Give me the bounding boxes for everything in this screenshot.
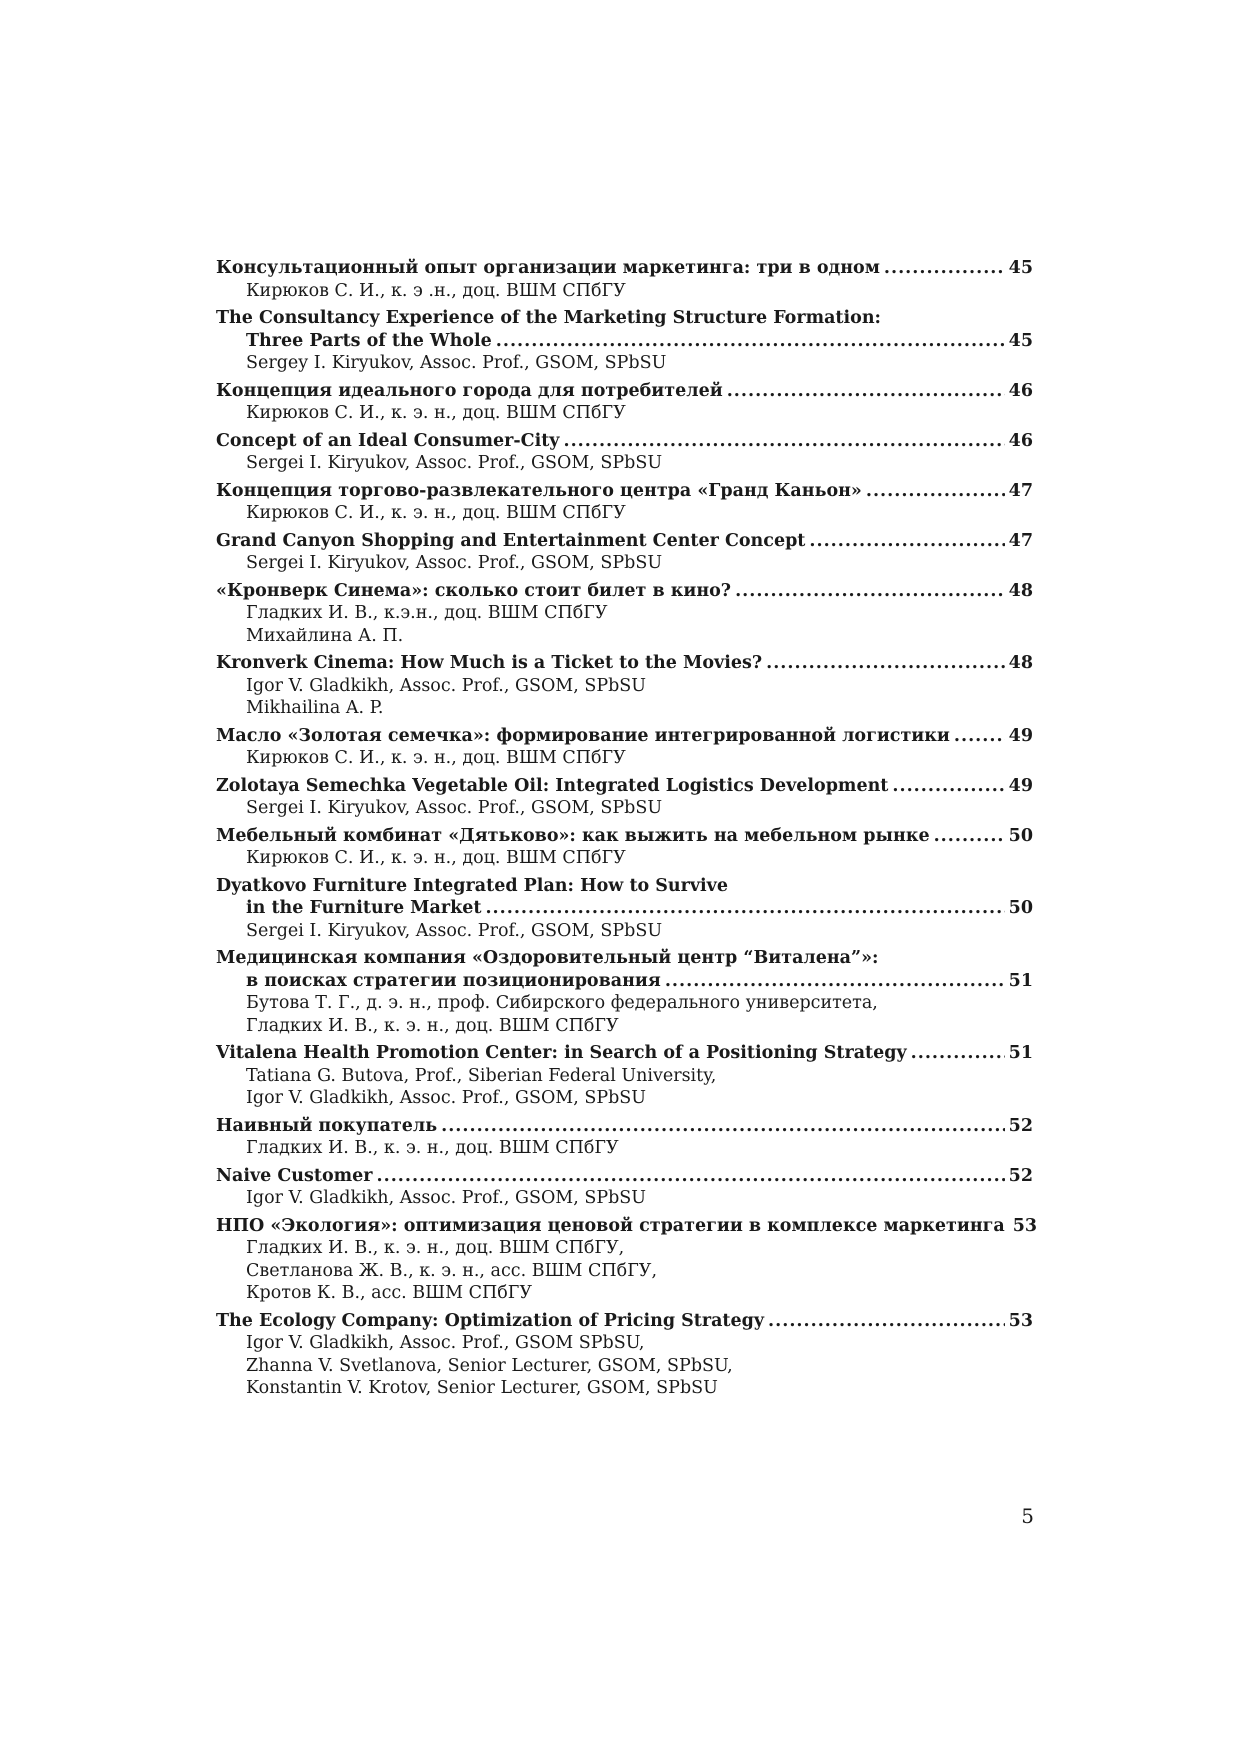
- toc-entry-author: Михайлина А. П.: [246, 625, 404, 646]
- dot-leader: [884, 257, 1005, 280]
- toc-entry-title: Консультационный опыт организации маркетинга: три в одном: [216, 258, 880, 278]
- toc-entry-author: Светланова Ж. В., к. э. н., асс. ВШМ СПбГУ,: [246, 1260, 658, 1281]
- toc-entry-page: 49: [1008, 775, 1033, 796]
- toc-entry-page: 50: [1008, 898, 1033, 918]
- toc-entry-title-line: [216, 330, 1033, 353]
- toc-entry-title: Наивный покупатель: [216, 1115, 438, 1136]
- dot-leader: [665, 970, 1005, 993]
- toc-entry: [216, 1165, 1033, 1210]
- page-number: 5: [1021, 1504, 1034, 1528]
- toc-entry-author: Кирюков С. И., к. э. н., доц. ВШМ СПбГУ: [246, 748, 626, 768]
- toc-entry-title-line: [216, 480, 1033, 503]
- toc-entry-title: Zolotaya Semechka Vegetable Oil: Integrated Logistics Development: [216, 775, 889, 796]
- dot-leader: [768, 1310, 1005, 1333]
- toc-entry-title: Dyatkovo Furniture Integrated Plan: How to Survive: [216, 875, 728, 896]
- toc-entry: [216, 947, 1033, 1037]
- toc-entry-author: Sergei I. Kiryukov, Assoc. Prof., GSOM, SPbSU: [246, 920, 663, 941]
- toc-entry: [216, 307, 1033, 375]
- toc-entry-title-line: [216, 1310, 1033, 1333]
- toc-entry: [216, 652, 1033, 720]
- toc-entry: [216, 480, 1033, 525]
- toc-entry-page: 45: [1008, 330, 1033, 351]
- toc-entry-author: Zhanna V. Svetlanova, Senior Lecturer, GSOM, SPbSU,: [246, 1355, 733, 1376]
- toc-entry-title: Three Parts of the Whole: [246, 330, 492, 351]
- toc-entry-title: The Consultancy Experience of the Marketing Structure Formation:: [216, 308, 882, 328]
- toc-entry-author: Igor V. Gladkikh, Assoc. Prof., GSOM, SPbSU: [246, 1088, 647, 1108]
- dot-leader: [954, 725, 1005, 748]
- toc-entry-page: 45: [1008, 258, 1033, 278]
- dot-leader: [911, 1042, 1005, 1065]
- toc-entry-title: Масло «Золотая семечка»: формирование интегрированной логистики: [216, 725, 950, 746]
- toc-entry-page: 47: [1008, 480, 1033, 501]
- toc-entry-title: Kronverk Cinema: How Much is a Ticket to the Movies?: [216, 653, 763, 673]
- toc-entry: [216, 1215, 1038, 1305]
- toc-entry-author: Sergei I. Kiryukov, Assoc. Prof., GSOM, SPbSU: [246, 798, 663, 818]
- toc-entry-page: 46: [1008, 380, 1033, 401]
- toc-entry-title-line: [216, 380, 1033, 403]
- toc-entry: [216, 530, 1033, 575]
- toc-entry-title: The Ecology Company: Optimization of Pricing Strategy: [216, 1310, 765, 1331]
- dot-leader: [866, 480, 1005, 503]
- toc-entry-author: Konstantin V. Krotov, Senior Lecturer, GSOM, SPbSU: [246, 1378, 718, 1398]
- toc-entry-page: 48: [1008, 580, 1033, 601]
- toc-entry-title-line: [216, 1042, 1033, 1065]
- toc-entry-author: Гладких И. В., к.э.н., доц. ВШМ СПбГУ: [246, 603, 608, 623]
- toc-entry: [216, 875, 1033, 943]
- toc-entry-page: 49: [1008, 725, 1033, 746]
- toc-entry-title: Grand Canyon Shopping and Entertainment Center Concept: [216, 530, 806, 551]
- toc-entry-title: Concept of an Ideal Consumer-City: [216, 430, 560, 451]
- toc-entry-author: Кирюков С. И., к. э. н., доц. ВШМ СПбГУ: [246, 503, 626, 523]
- dot-leader: [766, 652, 1005, 675]
- toc-entry-title-line: [216, 652, 1033, 675]
- toc-entry-author: Mikhailina A. P.: [246, 698, 384, 718]
- toc-entry: [216, 1310, 1033, 1400]
- toc-entry: [216, 775, 1033, 820]
- toc-entry-title-line: [216, 970, 1033, 993]
- toc-entry-title: in the Furniture Market: [246, 898, 482, 918]
- dot-leader: [727, 380, 1005, 403]
- toc-entry-title: Концепция торгово-развлекательного центра «Гранд Каньон»: [216, 480, 862, 501]
- toc-entry-title-line: [216, 430, 1033, 453]
- dot-leader: [934, 825, 1005, 848]
- toc-entry-title-line: [216, 1115, 1033, 1138]
- dot-leader: [563, 430, 1004, 453]
- toc-entry-title-line: [216, 1215, 1038, 1238]
- toc-entry-title: Медицинская компания «Оздоровительный центр “Виталена”»:: [216, 948, 879, 968]
- dot-leader: [441, 1115, 1005, 1138]
- toc-entry-title-line: [216, 257, 1033, 280]
- toc-entry-title-line: [216, 1165, 1033, 1188]
- toc-entry: [216, 1042, 1033, 1110]
- toc-entry-title: «Кронверк Синема»: сколько стоит билет в кино?: [216, 580, 732, 601]
- toc-entry-author: Гладких И. В., к. э. н., доц. ВШМ СПбГУ: [246, 1138, 619, 1158]
- toc-entry-title: в поисках стратегии позиционирования: [246, 970, 661, 991]
- toc-entry-title-line: [216, 580, 1033, 603]
- toc-entry-title: Naive Customer: [216, 1165, 373, 1186]
- toc-entry: [216, 725, 1033, 770]
- toc-entry-author: Tatiana G. Butova, Prof., Siberian Federal University,: [246, 1065, 717, 1086]
- table-of-contents: [216, 257, 1038, 1405]
- toc-entry-title-line: [216, 775, 1033, 798]
- dot-leader: [377, 1165, 1005, 1188]
- toc-entry-title: Мебельный комбинат «Дятьково»: как выжить на мебельном рынке: [216, 825, 930, 846]
- toc-entry-title: НПО «Экология»: оптимизация ценовой стратегии в комплексе маркетинга: [216, 1215, 1005, 1236]
- toc-entry-page: 51: [1008, 970, 1033, 991]
- toc-entry-author: Igor V. Gladkikh, Assoc. Prof., GSOM SPbSU,: [246, 1333, 645, 1353]
- toc-entry-page: 52: [1008, 1115, 1033, 1136]
- toc-entry-author: Igor V. Gladkikh, Assoc. Prof., GSOM, SPbSU: [246, 1188, 647, 1208]
- toc-entry-title-line: [216, 897, 1033, 920]
- dot-leader: [892, 775, 1004, 798]
- toc-entry-page: 47: [1008, 530, 1033, 551]
- toc-entry-author: Кротов К. В., асс. ВШМ СПбГУ: [246, 1283, 533, 1303]
- toc-entry-page: 53: [1012, 1215, 1038, 1236]
- dot-leader: [809, 530, 1004, 553]
- toc-entry-author: Sergey I. Kiryukov, Assoc. Prof., GSOM, SPbSU: [246, 353, 667, 373]
- toc-entry-author: Бутова Т. Г., д. э. н., проф. Сибирского федерального университета,: [246, 993, 878, 1013]
- toc-entry-author: Sergei I. Kiryukov, Assoc. Prof., GSOM, SPbSU: [246, 553, 663, 573]
- toc-entry: [216, 430, 1033, 475]
- dot-leader: [735, 580, 1005, 603]
- toc-entry-author: Гладких И. В., к. э. н., доц. ВШМ СПбГУ: [246, 1015, 619, 1036]
- dot-leader: [496, 330, 1005, 353]
- toc-entry-author: Sergei I. Kiryukov, Assoc. Prof., GSOM, SPbSU: [246, 453, 663, 473]
- toc-entry-title-line: [216, 725, 1033, 748]
- toc-entry-page: 46: [1008, 430, 1033, 451]
- dot-leader: [485, 897, 1004, 920]
- toc-entry-page: 51: [1008, 1043, 1033, 1063]
- toc-entry-author: Кирюков С. И., к. э. н., доц. ВШМ СПбГУ: [246, 848, 626, 868]
- toc-entry-title-line: [216, 530, 1033, 553]
- toc-entry-page: 50: [1008, 825, 1033, 846]
- toc-entry: [216, 257, 1033, 302]
- toc-entry-page: 53: [1008, 1310, 1033, 1331]
- toc-entry-author: Кирюков С. И., к. э. н., доц. ВШМ СПбГУ: [246, 403, 626, 423]
- toc-entry: [216, 380, 1033, 425]
- toc-entry-title: Концепция идеального города для потребителей: [216, 380, 723, 401]
- toc-entry: [216, 580, 1033, 648]
- toc-entry: [216, 825, 1033, 870]
- toc-entry-author: Гладких И. В., к. э. н., доц. ВШМ СПбГУ,: [246, 1238, 625, 1258]
- toc-entry-page: 48: [1008, 653, 1033, 673]
- toc-entry: [216, 1115, 1033, 1160]
- toc-entry-author: Кирюков С. И., к. э .н., доц. ВШМ СПбГУ: [246, 280, 626, 301]
- toc-entry-author: Igor V. Gladkikh, Assoc. Prof., GSOM, SPbSU: [246, 675, 647, 696]
- toc-entry-title: Vitalena Health Promotion Center: in Search of a Positioning Strategy: [216, 1043, 907, 1063]
- toc-entry-page: 52: [1008, 1165, 1033, 1186]
- toc-entry-title-line: [216, 825, 1033, 848]
